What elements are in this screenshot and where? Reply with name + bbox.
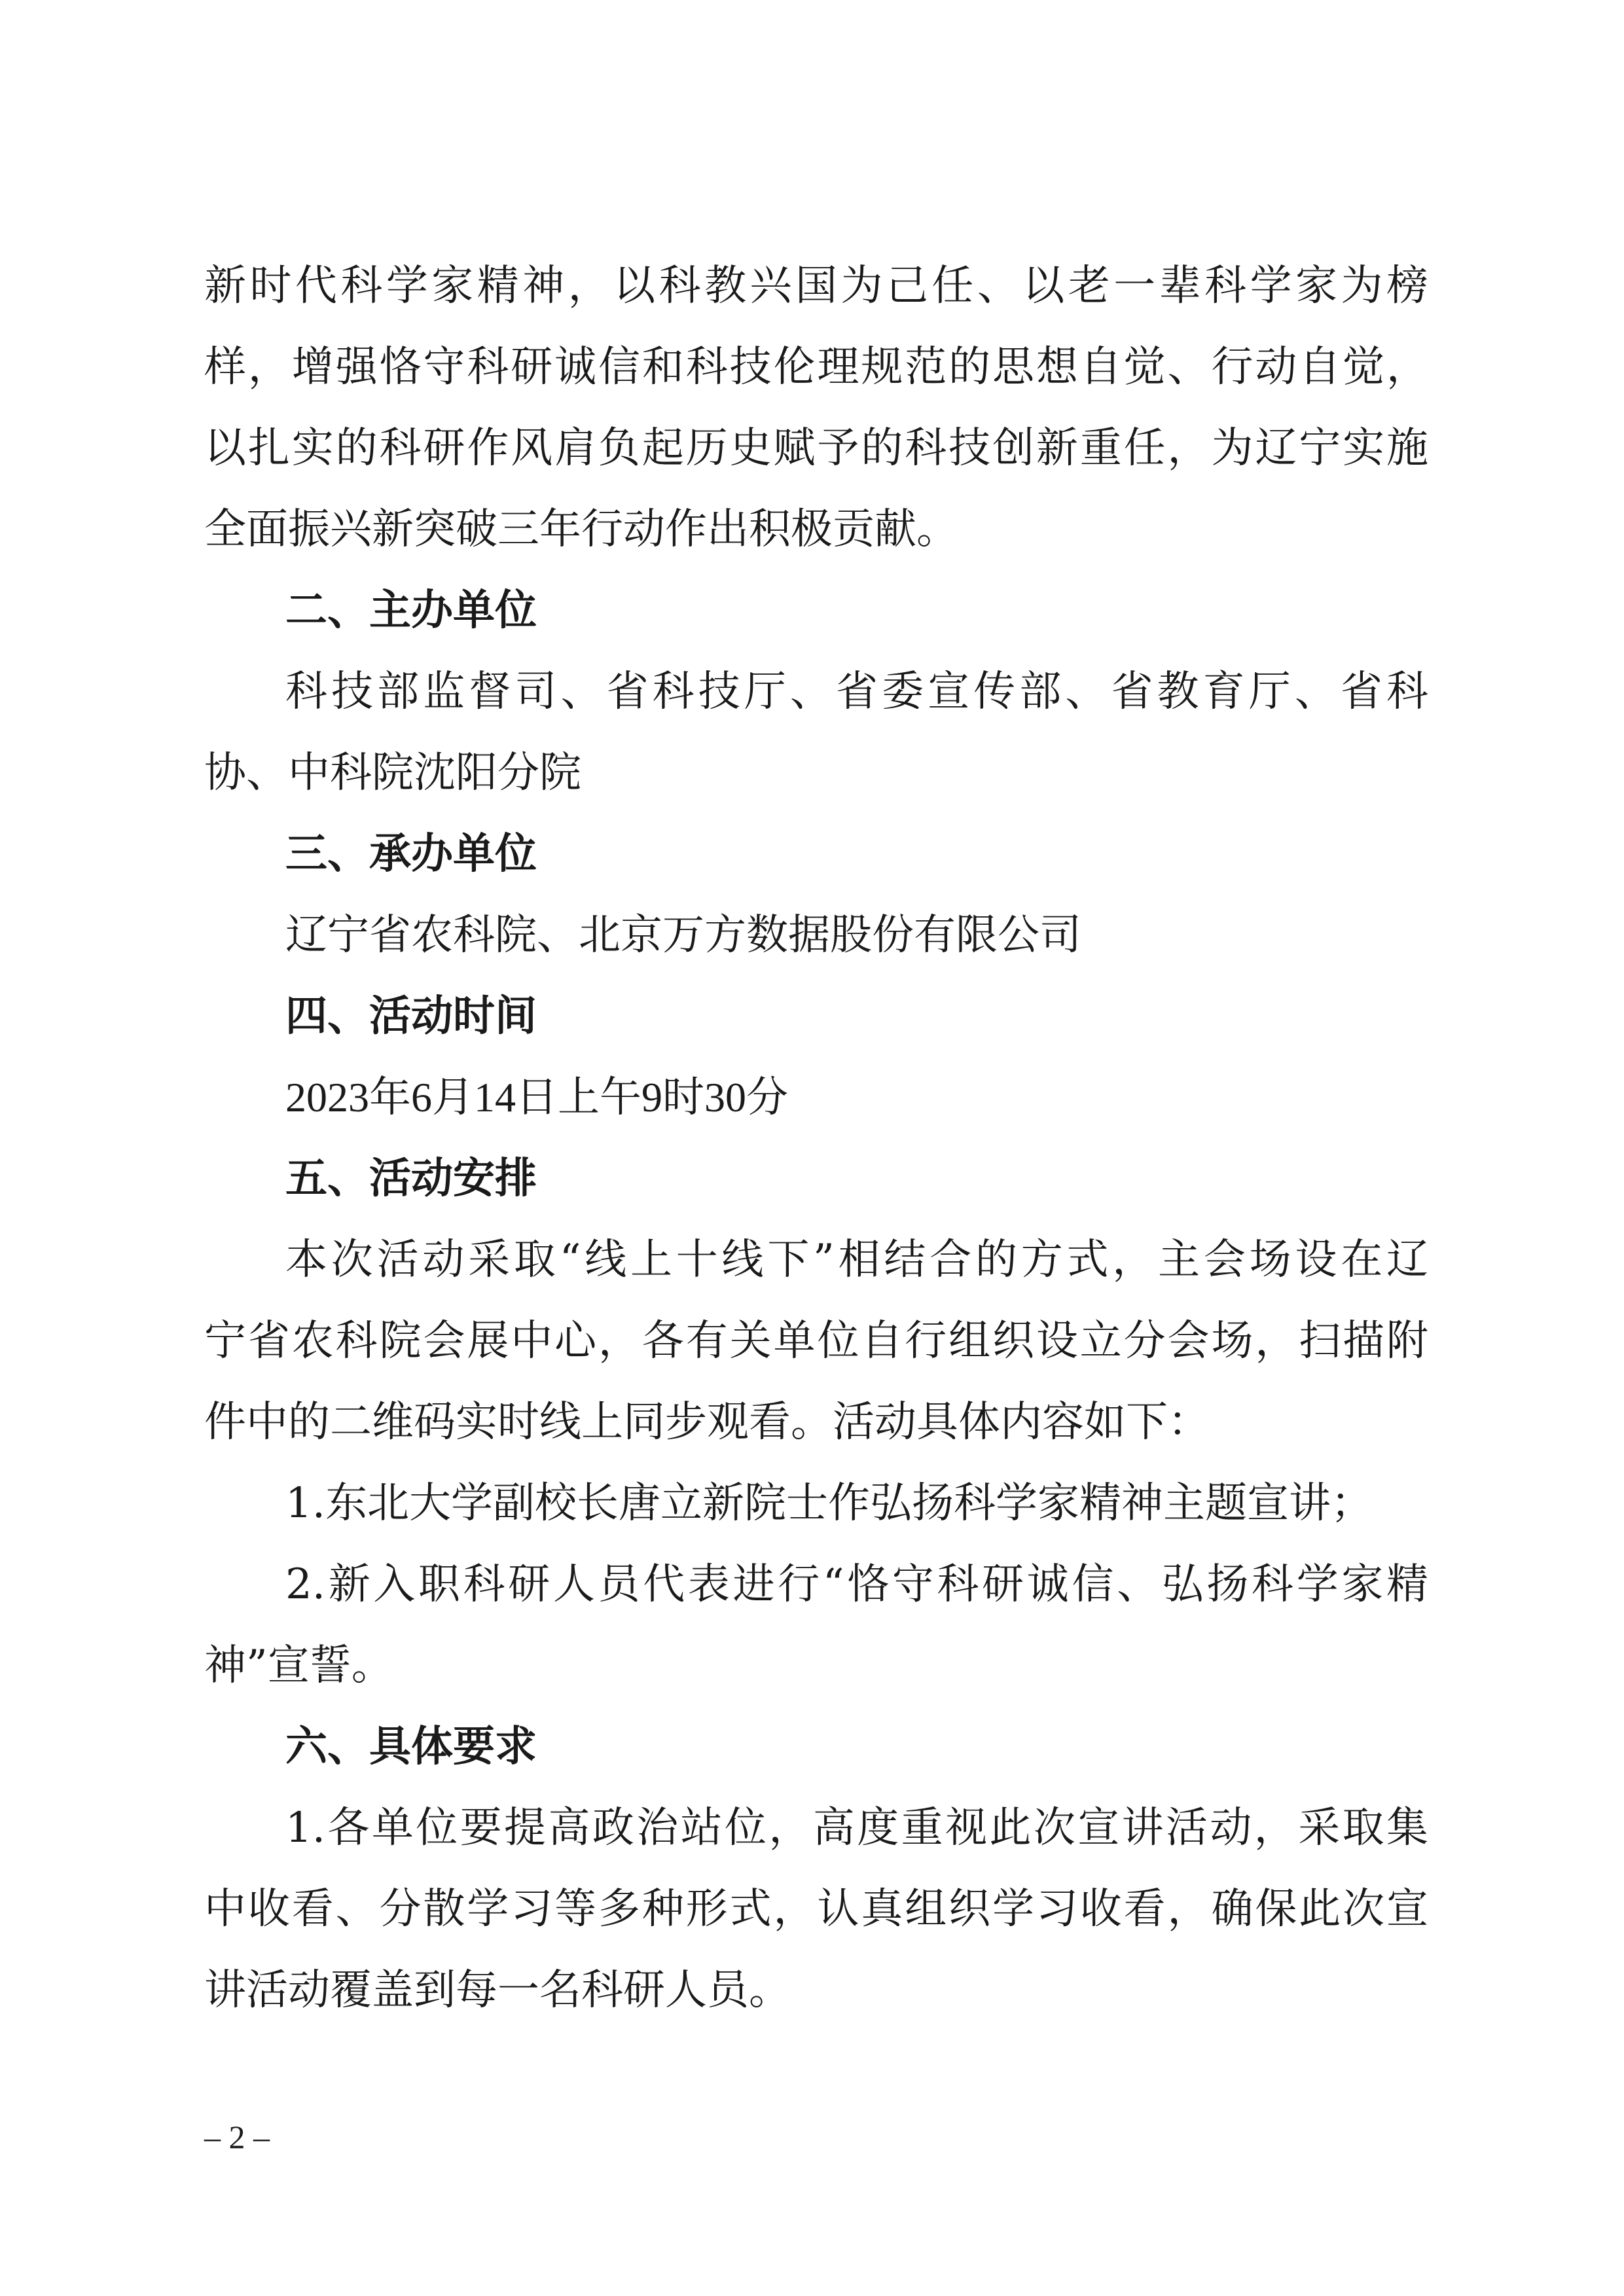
paragraph-line: 辽宁省农科院、北京万方数据股份有限公司 bbox=[285, 911, 1081, 960]
paragraph-line: 以扎实的科研作风肩负起历史赋予的科技创新重任，为辽宁实施 bbox=[204, 424, 1428, 473]
paragraph-line: 全面振兴新突破三年行动作出积极贡献。 bbox=[204, 505, 958, 554]
paragraph-line: 样，增强恪守科研诚信和科技伦理规范的思想自觉、行动自觉， bbox=[204, 343, 1428, 391]
list-item: 1.各单位要提高政治站位，高度重视此次宣讲活动，采取集 bbox=[285, 1804, 1428, 1852]
list-item: 1.东北大学副校长唐立新院士作弘扬科学家精神主题宣讲； bbox=[285, 1479, 1373, 1528]
section-heading-requirements: 六、具体要求 bbox=[285, 1723, 537, 1771]
section-heading-time: 四、活动时间 bbox=[285, 992, 537, 1041]
paragraph-line: 讲活动覆盖到每一名科研人员。 bbox=[204, 1966, 791, 2015]
paragraph-line: 宁省农科院会展中心，各有关单位自行组织设立分会场，扫描附 bbox=[204, 1317, 1428, 1365]
paragraph-line: 中收看、分散学习等多种形式，认真组织学习收看，确保此次宣 bbox=[204, 1885, 1428, 1933]
page-number: – 2 – bbox=[204, 2119, 270, 2155]
list-item: 2.新入职科研人员代表进行“恪守科研诚信、弘扬科学家精 bbox=[285, 1560, 1428, 1609]
paragraph-line: 神”宣誓。 bbox=[204, 1641, 393, 1690]
paragraph-line: 协、中科院沈阳分院 bbox=[204, 749, 581, 797]
section-heading-arrangement: 五、活动安排 bbox=[285, 1155, 537, 1203]
paragraph-line: 本次活动采取“线上十线下”相结合的方式，主会场设在辽 bbox=[285, 1236, 1428, 1284]
paragraph-line: 新时代科学家精神，以科教兴国为己任、以老一辈科学家为榜 bbox=[204, 262, 1428, 310]
paragraph-line: 科技部监督司、省科技厅、省委宣传部、省教育厅、省科 bbox=[285, 668, 1428, 716]
paragraph-line: 件中的二维码实时线上同步观看。活动具体内容如下： bbox=[204, 1398, 1210, 1446]
document-body bbox=[204, 245, 1428, 2031]
event-time: 2023年6月14日上午9时30分 bbox=[285, 1074, 788, 1121]
section-heading-organizers: 二、主办单位 bbox=[285, 586, 537, 635]
section-heading-hosts: 三、承办单位 bbox=[285, 830, 537, 878]
